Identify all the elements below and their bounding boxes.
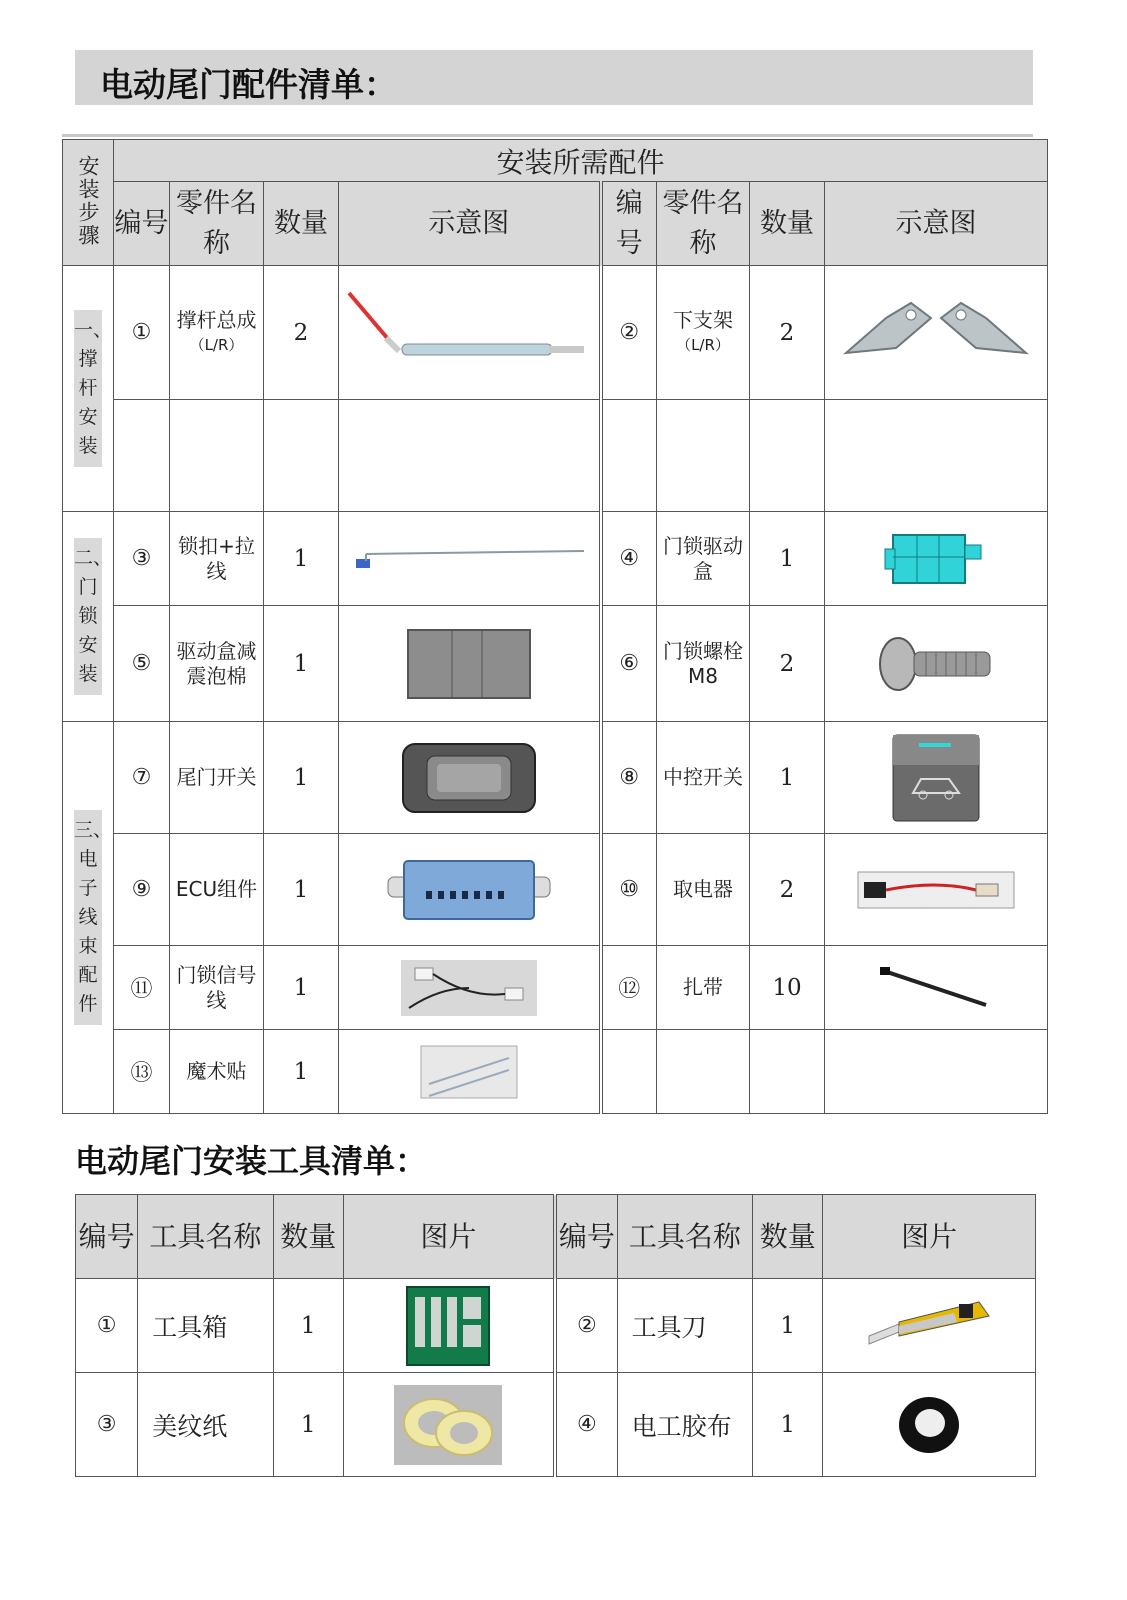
table-row	[76, 1279, 1036, 1373]
velcro-icon	[339, 1030, 601, 1114]
part-qty: 2	[750, 266, 825, 400]
table-row	[63, 834, 1048, 946]
console-switch-icon	[825, 722, 1048, 834]
part-number: ⑬	[114, 1030, 170, 1114]
part-name: 驱动盒减震泡棉	[170, 606, 264, 722]
table-row	[63, 606, 1048, 722]
col-pic-header: 图片	[343, 1195, 555, 1279]
step-cell	[63, 722, 114, 1114]
step-label: 二、门锁安装	[74, 538, 102, 695]
page-title: 电动尾门配件清单：	[100, 65, 397, 104]
tool-number: ③	[76, 1373, 138, 1477]
part-name: 取电器	[657, 834, 750, 946]
part-name: 门锁驱动盒	[657, 512, 750, 606]
tools-table	[75, 1194, 1036, 1477]
table-row	[63, 946, 1048, 1030]
col-name-header: 工具名称	[138, 1195, 273, 1279]
utility-knife-icon	[823, 1279, 1036, 1373]
bracket-icon	[825, 266, 1048, 400]
part-number: ②	[601, 266, 657, 400]
col-qty-header: 数量	[264, 182, 339, 266]
table-row	[63, 722, 1048, 834]
part-qty: 2	[750, 834, 825, 946]
part-qty: 1	[264, 606, 339, 722]
col-pic-header: 图片	[823, 1195, 1036, 1279]
part-qty: 1	[264, 722, 339, 834]
col-qty-header: 数量	[273, 1195, 343, 1279]
col-qty-header: 数量	[753, 1195, 823, 1279]
fuse-tap-icon	[825, 834, 1048, 946]
part-name: 中控开关	[657, 722, 750, 834]
part-number: ③	[114, 512, 170, 606]
masking-tape-icon	[343, 1373, 555, 1477]
part-number: ⑥	[601, 606, 657, 722]
tool-name: 工具刀	[617, 1279, 752, 1373]
step-cell	[63, 266, 114, 512]
latch-cable-icon	[339, 512, 601, 606]
part-number: ①	[114, 266, 170, 400]
part-qty: 2	[264, 266, 339, 400]
part-number: ⑫	[601, 946, 657, 1030]
part-name: 门锁信号线	[170, 946, 264, 1030]
part-qty: 1	[264, 946, 339, 1030]
parts-table	[62, 139, 1048, 1114]
part-qty: 1	[264, 1030, 339, 1114]
part-qty: 1	[750, 722, 825, 834]
tool-name: 电工胶布	[617, 1373, 752, 1477]
toolbox-icon	[343, 1279, 555, 1373]
part-qty: 10	[750, 946, 825, 1030]
col-no-header: 编号	[601, 182, 657, 266]
tool-number: ②	[555, 1279, 617, 1373]
part-number: ⑨	[114, 834, 170, 946]
tool-name: 美纹纸	[138, 1373, 273, 1477]
step-cell	[63, 512, 114, 722]
col-pic-header: 示意图	[825, 182, 1048, 266]
part-name: 魔术贴	[170, 1030, 264, 1114]
cable-tie-icon	[825, 946, 1048, 1030]
col-name-header: 工具名称	[617, 1195, 752, 1279]
step-header: 安装步骤	[63, 140, 114, 266]
table-row	[63, 266, 1048, 400]
part-name: 扎带	[657, 946, 750, 1030]
table-row	[63, 1030, 1048, 1114]
part-name: 门锁螺栓M8	[657, 606, 750, 722]
col-no-header: 编号	[555, 1195, 617, 1279]
title-banner	[75, 50, 1033, 105]
step-label: 一、撑杆安装	[74, 310, 102, 467]
part-number: ⑪	[114, 946, 170, 1030]
table-row	[76, 1373, 1036, 1477]
tool-qty: 1	[753, 1373, 823, 1477]
part-number: ⑧	[601, 722, 657, 834]
step-label: 三、电子线束配件	[74, 810, 102, 1025]
bolt-icon	[825, 606, 1048, 722]
part-qty: 2	[750, 606, 825, 722]
tool-qty: 1	[753, 1279, 823, 1373]
tailgate-switch-icon	[339, 722, 601, 834]
foam-pad-icon	[339, 606, 601, 722]
ecu-icon	[339, 834, 601, 946]
col-no-header: 编号	[114, 182, 170, 266]
table-row	[63, 512, 1048, 606]
col-qty-header: 数量	[750, 182, 825, 266]
electrical-tape-icon	[823, 1373, 1036, 1477]
tool-number: ①	[76, 1279, 138, 1373]
group-header: 安装所需配件	[114, 140, 1048, 182]
part-number: ⑩	[601, 834, 657, 946]
part-name: 锁扣+拉线	[170, 512, 264, 606]
tool-qty: 1	[273, 1279, 343, 1373]
part-qty: 1	[750, 512, 825, 606]
signal-wire-icon	[339, 946, 601, 1030]
part-name: 下支架 （L/R）	[657, 266, 750, 400]
part-name: 撑杆总成 （L/R）	[170, 266, 264, 400]
part-name: 尾门开关	[170, 722, 264, 834]
part-number: ⑦	[114, 722, 170, 834]
strut-icon	[339, 266, 601, 400]
part-number: ⑤	[114, 606, 170, 722]
tool-number: ④	[555, 1373, 617, 1477]
part-number: ④	[601, 512, 657, 606]
tool-name: 工具箱	[138, 1279, 273, 1373]
tool-qty: 1	[273, 1373, 343, 1477]
col-name-header: 零件名称	[170, 182, 264, 266]
divider	[62, 134, 1033, 137]
part-name: ECU组件	[170, 834, 264, 946]
table-row	[63, 400, 1048, 512]
col-name-header: 零件名称	[657, 182, 750, 266]
actuator-box-icon	[825, 512, 1048, 606]
tools-title: 电动尾门安装工具清单：	[75, 1142, 428, 1180]
col-pic-header: 示意图	[339, 182, 601, 266]
col-no-header: 编号	[76, 1195, 138, 1279]
part-qty: 1	[264, 512, 339, 606]
part-qty: 1	[264, 834, 339, 946]
